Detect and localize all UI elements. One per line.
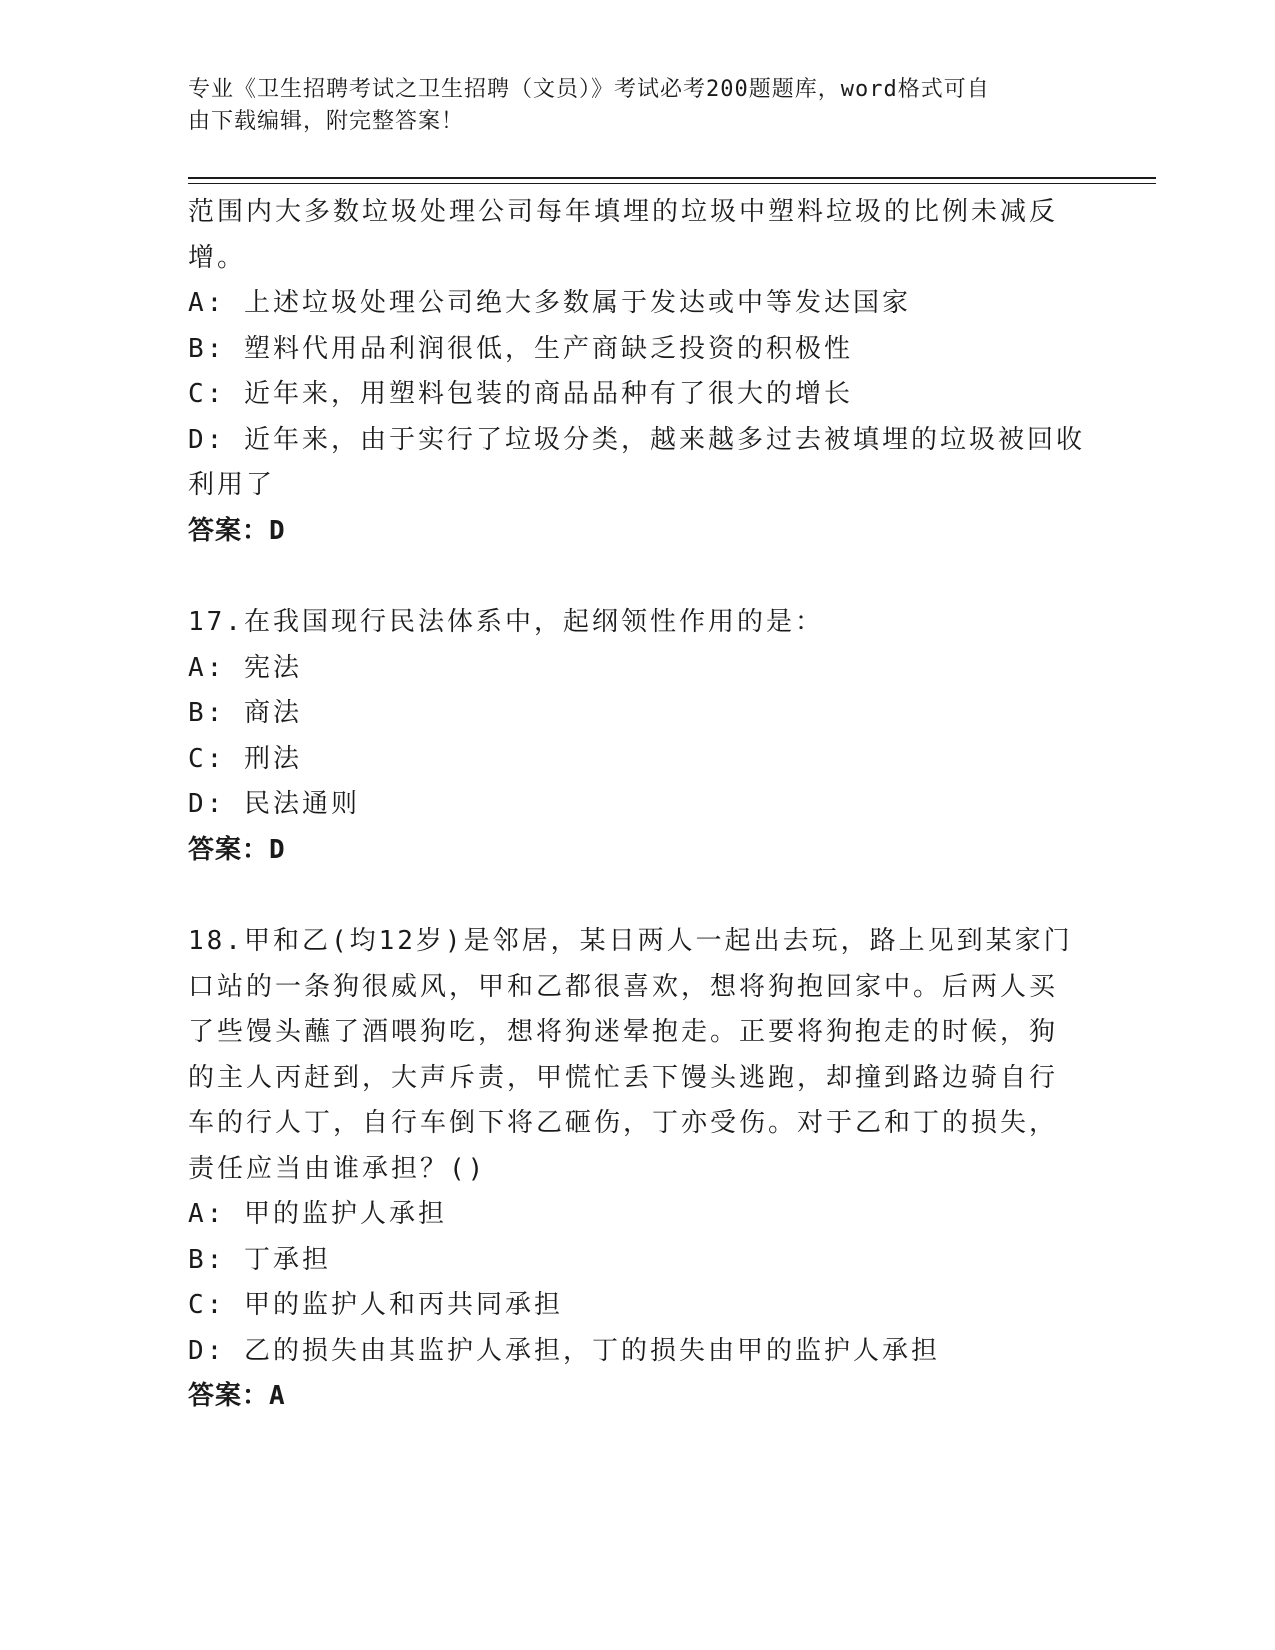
header-divider-thick: [188, 177, 1156, 179]
question-stem-line: 责任应当由谁承担？(): [188, 1153, 487, 1184]
question-stem-line: 18.甲和乙(均12岁)是邻居，某日两人一起出去玩，路上见到某家门: [188, 926, 1073, 956]
option-c: C: 刑法: [188, 743, 302, 774]
question-18: [188, 919, 1078, 1420]
option-b: B: 商法: [188, 698, 302, 728]
question-spacer: [188, 554, 1078, 600]
question-stem-line: 口站的一条狗很威风，甲和乙都很喜欢，想将狗抱回家中。后两人买: [188, 971, 1059, 1002]
question-17: [188, 600, 1078, 873]
option-d-continued: 利用了: [188, 470, 276, 500]
option-a: A: 宪法: [188, 652, 302, 683]
option-c: C: 近年来，用塑料包装的商品品种有了很大的增长: [188, 379, 853, 409]
document-body: [188, 190, 1085, 1420]
option-b: B: 塑料代用品利润很低，生产商缺乏投资的积极性: [188, 333, 853, 364]
option-d: D: 近年来，由于实行了垃圾分类，越来越多过去被填埋的垃圾被回收: [188, 424, 1085, 455]
header-line-2: 由下载编辑，附完整答案！: [188, 109, 465, 134]
question-stem-line: 的主人丙赶到，大声斥责，甲慌忙丢下馒头逃跑，却撞到路边骑自行: [188, 1062, 1059, 1093]
question-stem-line: 范围内大多数垃圾处理公司每年填埋的垃圾中塑料垃圾的比例未减反: [188, 197, 1059, 227]
option-a: A: 甲的监护人承担: [188, 1199, 447, 1229]
header-line-1: 专业《卫生招聘考试之卫生招聘（文员）》考试必考200题题库，word格式可自: [188, 77, 990, 102]
answer: 答案：A: [188, 1381, 286, 1411]
question-stem-line: 17.在我国现行民法体系中，起纲领性作用的是：: [188, 607, 824, 637]
question-stem-line: 增。: [188, 242, 247, 273]
question-stem-line: 车的行人丁，自行车倒下将乙砸伤，丁亦受伤。对于乙和丁的损失，: [188, 1108, 1059, 1138]
question-16: [188, 190, 1085, 554]
answer: 答案：D: [188, 834, 286, 865]
option-d: D: 民法通则: [188, 789, 360, 819]
answer: 答案：D: [188, 515, 286, 546]
question-stem-line: 了些馒头蘸了酒喂狗吃，想将狗迷晕抱走。正要将狗抱走的时候，狗: [188, 1017, 1059, 1047]
header-divider-thin: [188, 183, 1156, 184]
option-c: C: 甲的监护人和丙共同承担: [188, 1290, 563, 1320]
question-spacer: [188, 873, 1078, 919]
option-d: D: 乙的损失由其监护人承担，丁的损失由甲的监护人承担: [188, 1335, 940, 1366]
option-b: B: 丁承担: [188, 1244, 331, 1275]
option-a: A: 上述垃圾处理公司绝大多数属于发达或中等发达国家: [188, 288, 911, 318]
document-header: [188, 74, 1068, 138]
